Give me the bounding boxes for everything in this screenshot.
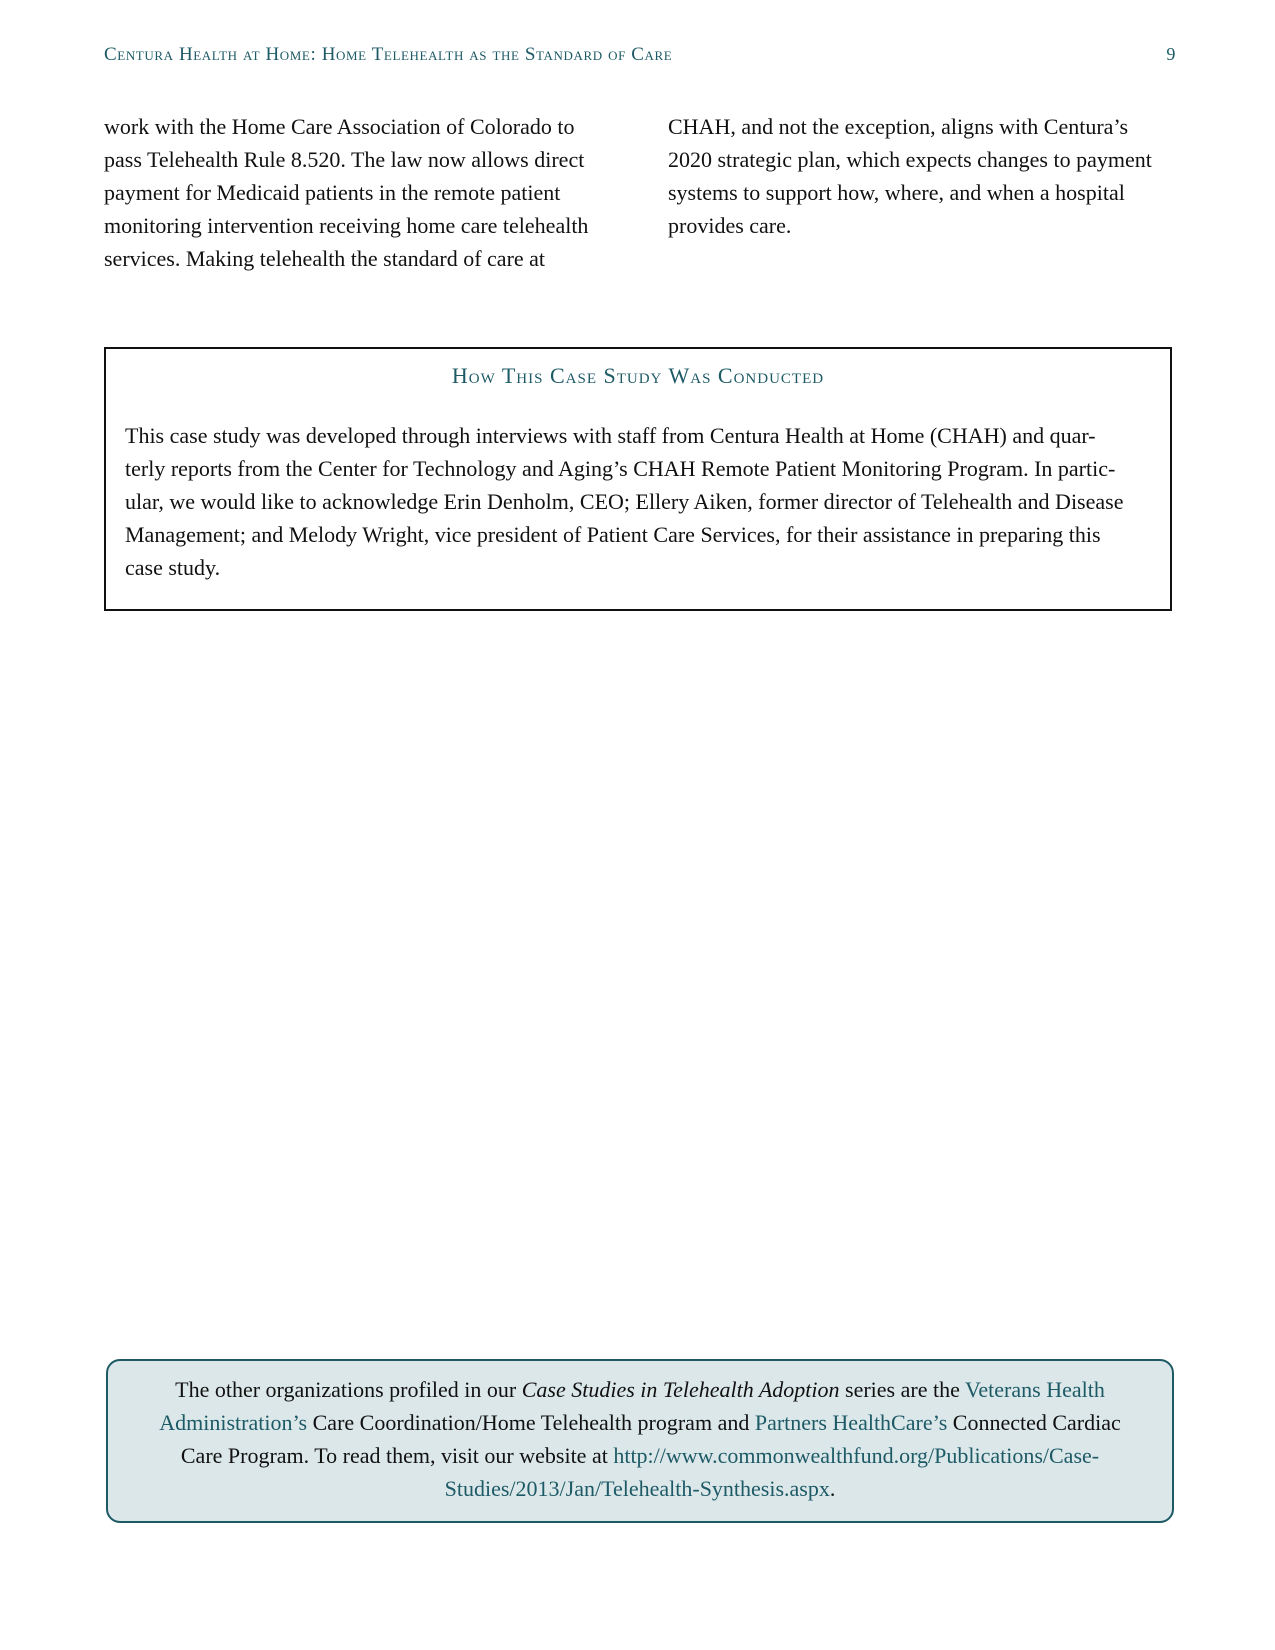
series-callout-box: [106, 1359, 1174, 1523]
text-line: monitoring intervention receiving home care telehealth: [104, 213, 589, 238]
website-url-link[interactable]: http://www.commonwealthfund.org/Publications/Case-: [613, 1443, 1100, 1468]
text-line: services. Making telehealth the standard of care at: [104, 246, 546, 271]
method-box-title: How This Case Study Was Conducted: [451, 363, 825, 388]
callout-line: [108, 1472, 1172, 1505]
veterans-health-link[interactable]: Veterans Health: [964, 1377, 1105, 1402]
text-line: pass Telehealth Rule 8.520. The law now allows direct: [104, 147, 585, 172]
callout-text: Connected Cardiac: [947, 1410, 1121, 1435]
text-line: ular, we would like to acknowledge Erin Denholm, CEO; Ellery Aiken, former director of Telehealth and Disease: [125, 489, 1124, 514]
callout-text: series are the: [839, 1377, 965, 1402]
callout-line: [108, 1406, 1172, 1439]
text-line: case study.: [125, 555, 221, 580]
text-line: terly reports from the Center for Technology and Aging’s CHAH Remote Patient Monitoring Program. In partic-: [125, 456, 1116, 481]
veterans-health-link[interactable]: Administration’s: [159, 1410, 308, 1435]
running-header: [104, 44, 1176, 74]
right-column: [668, 110, 1152, 242]
body-text-columns: [104, 110, 1176, 290]
text-line: work with the Home Care Association of Colorado to: [104, 114, 575, 139]
text-line: This case study was developed through interviews with staff from Centura Health at Home (CHAH) and quar-: [125, 423, 1096, 448]
callout-text: .: [829, 1476, 836, 1501]
series-callout-text: [108, 1373, 1172, 1505]
text-line: provides care.: [668, 213, 792, 238]
page-number: 9: [1166, 44, 1176, 64]
callout-text: The other organizations profiled in our: [175, 1377, 522, 1402]
callout-text: Care Program. To read them, visit our website at: [180, 1443, 614, 1468]
callout-text: Care Coordination/Home Telehealth program and: [307, 1410, 755, 1435]
partners-healthcare-link[interactable]: Partners HealthCare’s: [754, 1410, 948, 1435]
text-line: Management; and Melody Wright, vice president of Patient Care Services, for their assistance in preparing this: [125, 522, 1101, 547]
text-line: CHAH, and not the exception, aligns with Centura’s: [668, 114, 1129, 139]
series-title: Case Studies in Telehealth Adoption: [521, 1377, 840, 1402]
method-box-body: [125, 419, 1123, 584]
running-header-title: Centura Health at Home: Home Telehealth as the Standard of Care: [104, 44, 673, 65]
case-study-method-box: [104, 347, 1172, 611]
text-line: systems to support how, where, and when a hospital: [668, 180, 1125, 205]
left-column: [104, 110, 588, 275]
text-line: payment for Medicaid patients in the remote patient: [104, 180, 561, 205]
callout-line: [108, 1439, 1172, 1472]
website-url-link[interactable]: Studies/2013/Jan/Telehealth-Synthesis.aspx: [444, 1476, 830, 1501]
text-line: 2020 strategic plan, which expects changes to payment: [668, 147, 1152, 172]
callout-line: [108, 1373, 1172, 1406]
